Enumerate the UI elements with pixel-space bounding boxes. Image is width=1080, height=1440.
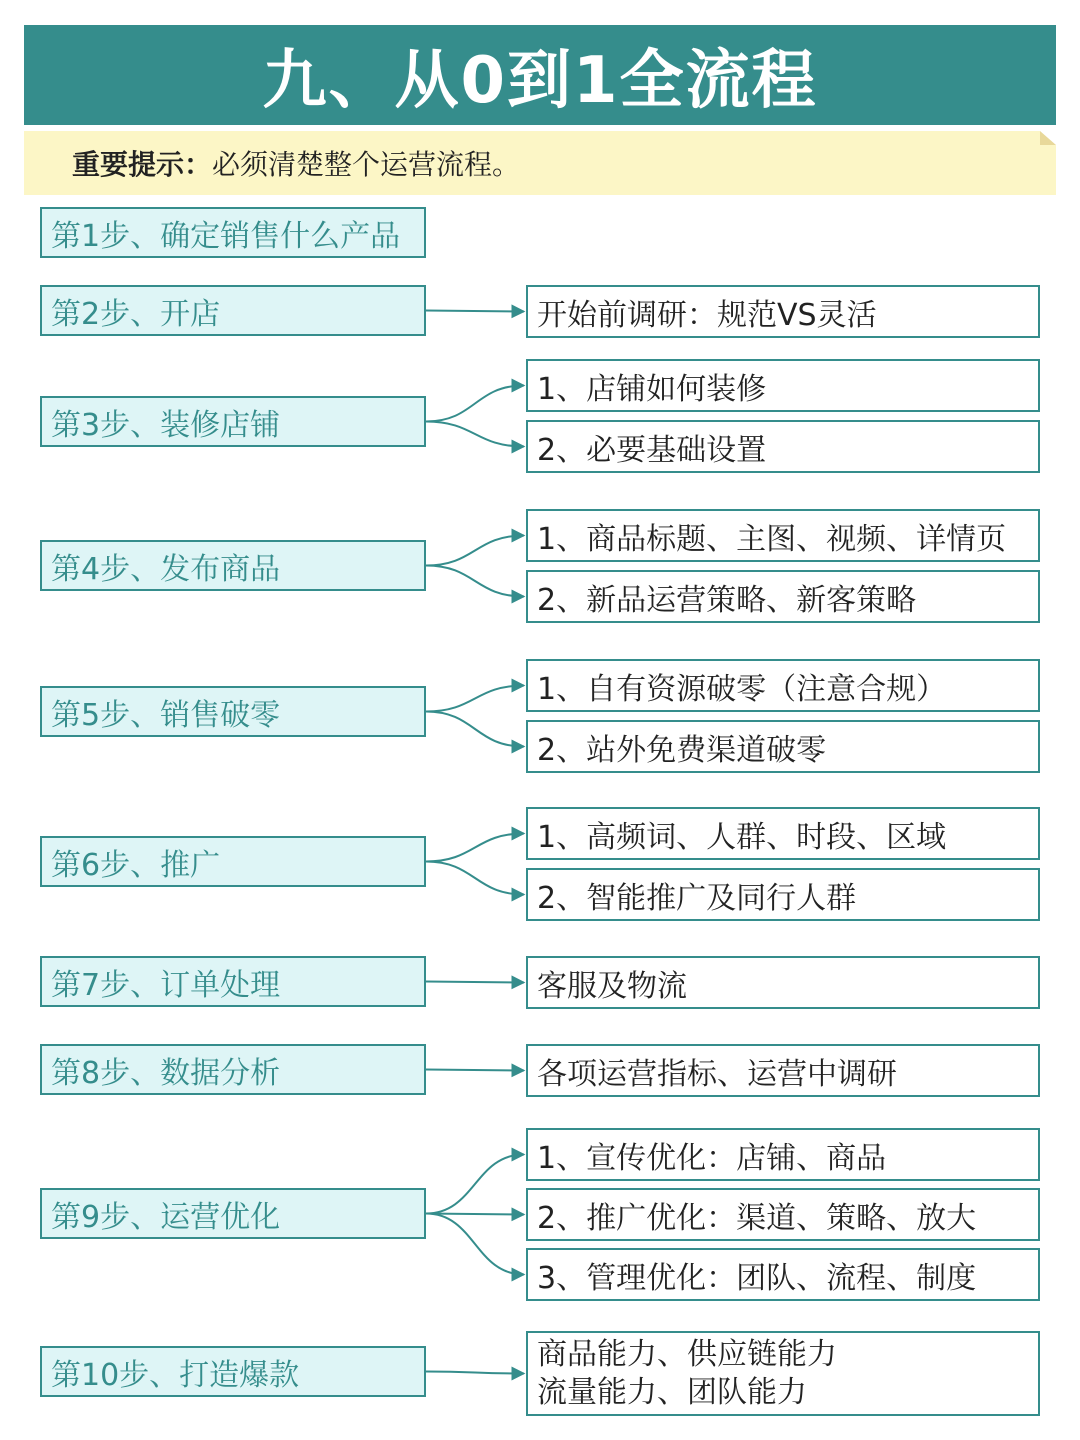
step-6: 第6步、推广 — [40, 836, 426, 887]
step-10-detail-line-2: 流量能力、团队能力 — [537, 1374, 807, 1410]
tip-text: 必须清楚整个运营流程。 — [212, 148, 521, 181]
connector-step-4-to-1 — [426, 536, 524, 566]
page-title: 九、从0到1全流程 — [262, 44, 818, 118]
tip-banner — [24, 131, 1056, 195]
folded-corner — [1040, 131, 1056, 145]
step-2: 第2步、开店 — [40, 285, 426, 336]
connector-step-10-to-1 — [426, 1372, 524, 1374]
step-4-detail-2: 2、新品运营策略、新客策略 — [526, 570, 1040, 623]
connector-step-9-to-3 — [426, 1214, 524, 1275]
connector-step-9-to-1 — [426, 1155, 524, 1214]
step-6-detail-2: 2、智能推广及同行人群 — [526, 868, 1040, 921]
connector-step-5-to-2 — [426, 712, 524, 747]
step-5: 第5步、销售破零 — [40, 686, 426, 737]
step-9-detail-1: 1、宣传优化：店铺、商品 — [526, 1128, 1040, 1181]
step-9-detail-2: 2、推广优化：渠道、策略、放大 — [526, 1188, 1040, 1241]
step-8-detail-1: 各项运营指标、运营中调研 — [526, 1044, 1040, 1097]
step-7: 第7步、订单处理 — [40, 956, 426, 1007]
step-3-detail-1: 1、店铺如何装修 — [526, 359, 1040, 412]
step-2-detail-1: 开始前调研：规范VS灵活 — [526, 285, 1040, 338]
connector-step-7-to-1 — [426, 982, 524, 983]
tip-label: 重要提示： — [72, 148, 213, 181]
step-4: 第4步、发布商品 — [40, 540, 426, 591]
connector-step-2-to-1 — [426, 311, 524, 312]
step-7-detail-1: 客服及物流 — [526, 956, 1040, 1009]
connector-step-8-to-1 — [426, 1070, 524, 1071]
step-5-detail-2: 2、站外免费渠道破零 — [526, 720, 1040, 773]
step-5-detail-1: 1、自有资源破零（注意合规） — [526, 659, 1040, 712]
connector-step-3-to-2 — [426, 422, 524, 447]
step-10-detail-line-1: 商品能力、供应链能力 — [537, 1336, 837, 1372]
step-1: 第1步、确定销售什么产品 — [40, 207, 426, 258]
connector-step-9-to-2 — [426, 1214, 524, 1215]
connector-step-4-to-2 — [426, 566, 524, 597]
connector-step-6-to-1 — [426, 834, 524, 862]
step-8: 第8步、数据分析 — [40, 1044, 426, 1095]
step-3: 第3步、装修店铺 — [40, 396, 426, 447]
step-6-detail-1: 1、高频词、人群、时段、区域 — [526, 807, 1040, 860]
step-9: 第9步、运营优化 — [40, 1188, 426, 1239]
connector-step-3-to-1 — [426, 386, 524, 422]
step-9-detail-3: 3、管理优化：团队、流程、制度 — [526, 1248, 1040, 1301]
connector-step-5-to-1 — [426, 686, 524, 712]
step-10: 第10步、打造爆款 — [40, 1346, 426, 1397]
step-4-detail-1: 1、商品标题、主图、视频、详情页 — [526, 509, 1040, 562]
title-banner — [24, 25, 1056, 125]
step-10-detail-1 — [526, 1331, 1040, 1416]
step-3-detail-2: 2、必要基础设置 — [526, 420, 1040, 473]
connector-step-6-to-2 — [426, 862, 524, 895]
